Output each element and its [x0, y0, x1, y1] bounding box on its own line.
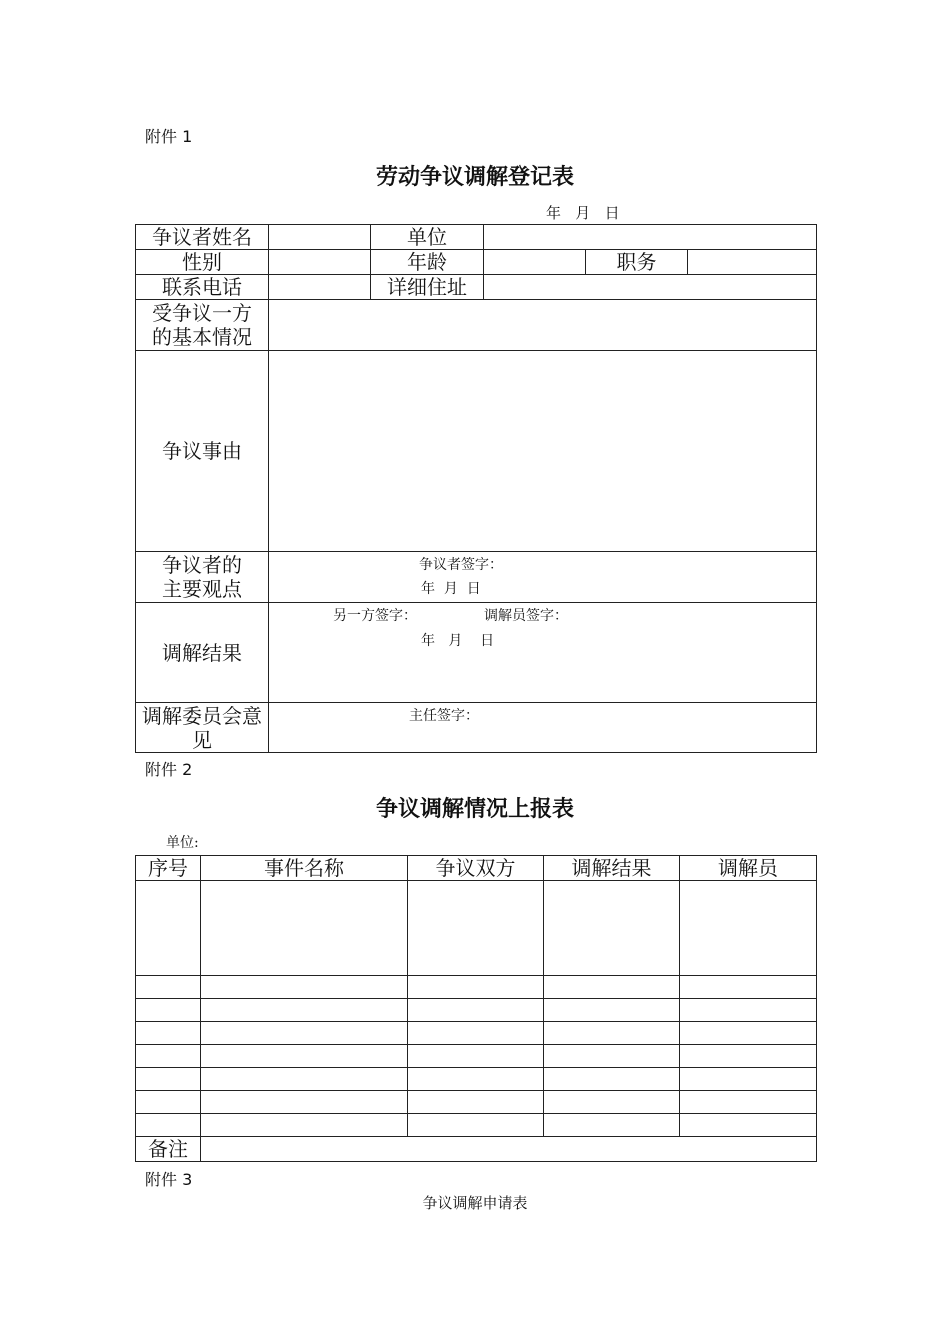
- table-row: [136, 999, 817, 1022]
- registration-form-title: 劳动争议调解登记表: [375, 164, 574, 190]
- report-table: [135, 855, 817, 1162]
- label-remark: 备注: [136, 1137, 201, 1162]
- table-row: [136, 1114, 817, 1137]
- label-age: 年龄: [371, 250, 484, 275]
- value-result: [269, 603, 817, 703]
- label-unit: 单位: [371, 225, 484, 250]
- label-result: 调解结果: [136, 603, 269, 703]
- value-phone: [269, 275, 371, 300]
- report-form-title: 争议调解情况上报表: [375, 796, 574, 822]
- label-committee: 调解委员会意见: [136, 703, 269, 753]
- director-signature-label: 主任签字：: [409, 708, 479, 724]
- label-reason: 争议事由: [136, 351, 269, 552]
- header-result: 调解结果: [544, 856, 680, 881]
- label-other-party: 受争议一方的基本情况: [136, 300, 269, 351]
- value-name: [269, 225, 371, 250]
- header-event-name: 事件名称: [201, 856, 408, 881]
- unit-label: 单位:: [166, 835, 199, 851]
- table-row: [136, 1045, 817, 1068]
- value-age: [484, 250, 586, 275]
- table-row: [136, 976, 817, 999]
- attachment-2-label: 附件 2: [145, 760, 193, 779]
- views-date: 年 月 日: [421, 581, 481, 597]
- attachment-1-label: 附件 1: [145, 127, 193, 146]
- registration-table: [135, 224, 817, 753]
- table-row: [136, 1091, 817, 1114]
- table-row: [136, 881, 817, 976]
- mediator-signature-label: 调解员签字：: [484, 608, 568, 624]
- label-phone: 联系电话: [136, 275, 269, 300]
- value-views: [269, 552, 817, 603]
- value-unit: [484, 225, 817, 250]
- other-party-signature-label: 另一方签字：: [333, 608, 417, 624]
- value-committee: [269, 703, 817, 753]
- application-form-title: 争议调解申请表: [422, 1194, 528, 1212]
- value-reason: [269, 351, 817, 552]
- value-gender: [269, 250, 371, 275]
- disputant-signature-label: 争议者签字：: [419, 557, 503, 573]
- value-remark: [201, 1137, 817, 1162]
- header-mediator: 调解员: [680, 856, 817, 881]
- attachment-3-label: 附件 3: [145, 1170, 193, 1189]
- result-date: 年 月 日: [421, 633, 495, 649]
- label-name: 争议者姓名: [136, 225, 269, 250]
- label-gender: 性别: [136, 250, 269, 275]
- label-views: 争议者的主要观点: [136, 552, 269, 603]
- date-line: 年 月 日: [546, 204, 620, 222]
- label-position: 职务: [586, 250, 688, 275]
- value-address: [484, 275, 817, 300]
- label-address: 详细住址: [371, 275, 484, 300]
- table-row: [136, 1022, 817, 1045]
- header-index: 序号: [136, 856, 201, 881]
- table-row: [136, 1068, 817, 1091]
- value-other-party: [269, 300, 817, 351]
- value-position: [688, 250, 817, 275]
- header-parties: 争议双方: [408, 856, 544, 881]
